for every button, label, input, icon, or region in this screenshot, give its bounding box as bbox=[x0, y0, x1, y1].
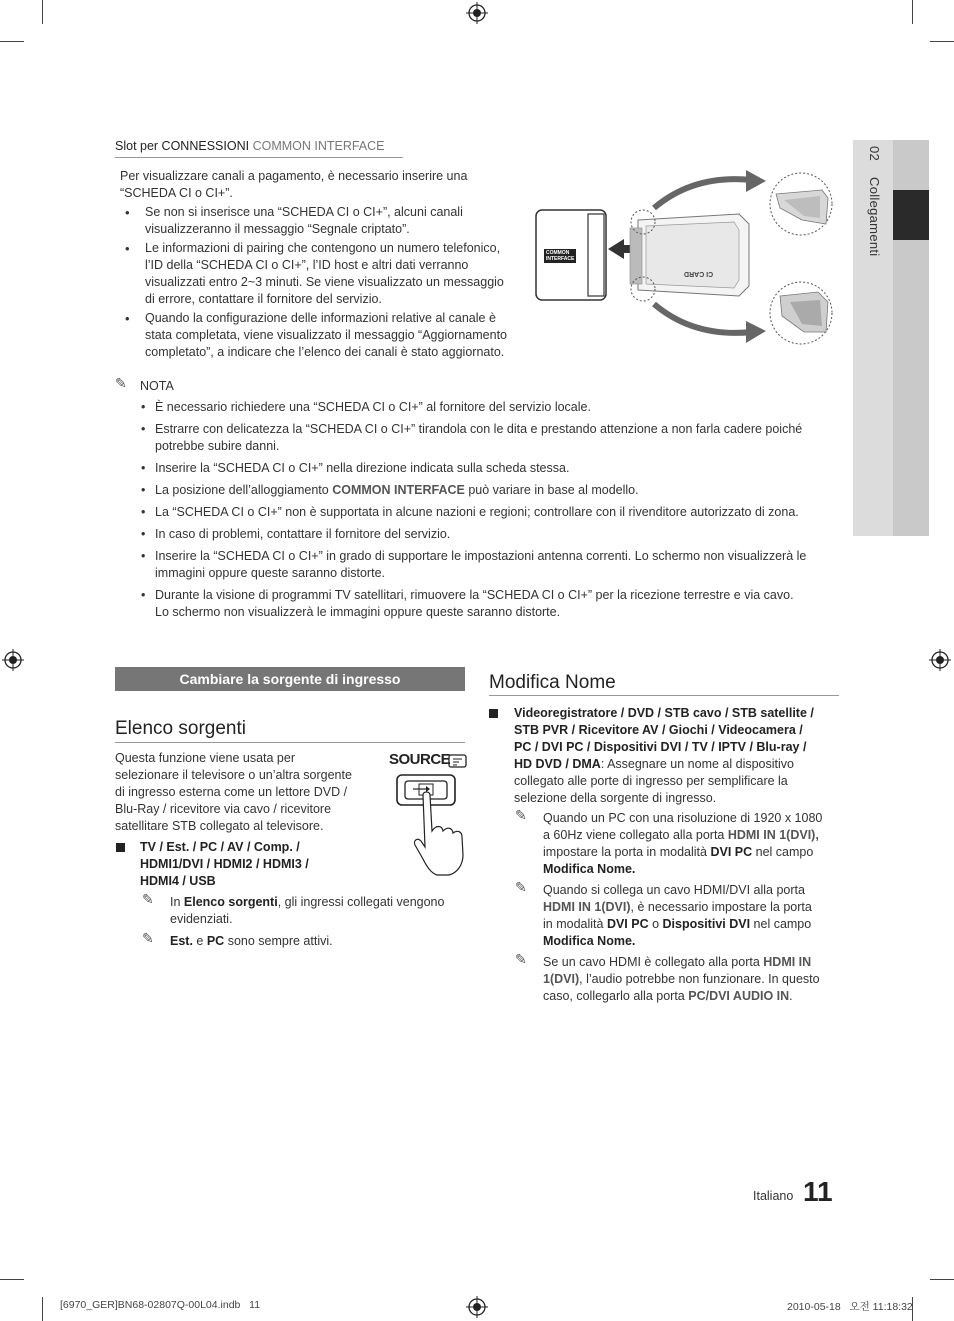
footer-language: Italiano bbox=[753, 1189, 794, 1203]
elenco-sources-list: TV / Est. / PC / AV / Comp. / HDMI1/DVI / HDMI2 / HDMI3 / HDMI4 / USB bbox=[140, 840, 309, 888]
crop-mark bbox=[0, 1279, 24, 1280]
ci-intro: Per visualizzare canali a pagamento, è necessario inserire una “SCHEDA CI o CI+”. bbox=[120, 169, 468, 200]
source-button-label: SOURCE bbox=[389, 751, 451, 768]
note-pencil-icon: ✎ bbox=[515, 807, 527, 823]
section-banner: Cambiare la sorgente di ingresso bbox=[115, 667, 465, 691]
elenco-sorgenti-heading: Elenco sorgenti bbox=[115, 718, 246, 739]
modifica-note-3: Se un cavo HDMI è collegato alla porta HDMI IN 1(DVI), l’audio potrebbe non funzionare. In questo caso, collegarlo alla porta PC/DVI AUDIO IN. bbox=[543, 955, 820, 1003]
ci-section-title: Slot per CONNESSIONI COMMON INTERFACE bbox=[115, 139, 385, 153]
list-item: • Durante la visione di programmi TV satellitari, rimuovere la “SCHEDA CI o CI+” per la ricezione terrestre e via cavo. Lo schermo non visualizzerà le immagini oppure queste saranno distorte. bbox=[115, 587, 845, 621]
modifica-note-2: Quando si collega un cavo HDMI/DVI alla porta HDMI IN 1(DVI), è necessario impostare la porta in modalità DVI PC o Dispositivi DVI nel campo Modifica Nome. bbox=[543, 883, 812, 948]
modifica-nome-heading: Modifica Nome bbox=[489, 672, 616, 693]
nota-label: NOTA bbox=[140, 379, 174, 393]
list-item: • Estrarre con delicatezza la “SCHEDA CI o CI+” tirandola con le dita e prestando attenzione a non farla cadere poiché potrebbe subire danni. bbox=[115, 421, 845, 455]
crop-mark bbox=[912, 0, 913, 24]
ci-title-underline bbox=[115, 157, 403, 158]
list-item: • La posizione dell’alloggiamento COMMON INTERFACE può variare in base al modello. bbox=[115, 482, 845, 499]
list-item: • Se non si inserisce una “SCHEDA CI o CI+”, alcuni canali visualizzeranno il messaggio “Segnale criptato”. bbox=[115, 204, 535, 238]
crop-mark bbox=[42, 1297, 43, 1321]
square-bullet-icon bbox=[489, 709, 498, 718]
registration-mark-icon bbox=[2, 649, 24, 671]
note-pencil-icon: ✎ bbox=[142, 891, 154, 907]
crop-mark bbox=[0, 41, 24, 42]
common-interface-slot-label: COMMON INTERFACE bbox=[546, 250, 575, 262]
modifica-item: Videoregistratore / DVD / STB cavo / STB satellite / STB PVR / Ricevitore AV / Giochi / Videocamera / PC / DVI PC / Dispositivi DVI / TV / IPTV / Blu-ray / HD DVD / DMA: Assegnare un nome al dispositivo collegato alle porte di ingresso per semplificare la selezione della sorgente di ingresso. bbox=[514, 706, 814, 805]
registration-mark-icon bbox=[466, 2, 488, 24]
footer-date-info: 2010-05-18 오전 11:18:32 bbox=[787, 1301, 913, 1313]
chapter-number: 02 bbox=[867, 146, 882, 162]
source-button-hand-icon bbox=[389, 751, 469, 876]
list-item: • Inserire la “SCHEDA CI o CI+” nella direzione indicata sulla scheda stessa. bbox=[115, 460, 845, 477]
ci-card-label: CI CARD bbox=[684, 270, 714, 277]
footer-file-info: [6970_GER]BN68-02807Q-00L04.indb 11 bbox=[60, 1299, 261, 1311]
crop-mark bbox=[930, 41, 954, 42]
modifica-note-1: Quando un PC con una risoluzione di 1920 x 1080 a 60Hz viene collegato alla porta HDMI IN 1(DVI), impostare la porta in modalità DVI PC nel campo Modifica Nome. bbox=[543, 811, 823, 876]
square-bullet-icon bbox=[116, 843, 125, 852]
elenco-note-1: In Elenco sorgenti, gli ingressi collegati vengono evidenziati. bbox=[170, 895, 445, 926]
registration-mark-icon bbox=[929, 649, 951, 671]
crop-mark bbox=[930, 1279, 954, 1280]
registration-mark-icon bbox=[466, 1296, 488, 1318]
list-item: • Le informazioni di pairing che contengono un numero telefonico, l’ID della “SCHEDA CI o CI+”, l’ID host e altri dati verranno visualizzati entro 2~3 minuti. Se viene visualizzato un messaggio di errore, contattare il fornitore del servizio. bbox=[115, 240, 535, 308]
ci-bullet-list bbox=[115, 204, 535, 363]
page-number: 11 bbox=[803, 1176, 833, 1207]
list-item: • È necessario richiedere una “SCHEDA CI o CI+” al fornitore del servizio locale. bbox=[115, 399, 845, 416]
list-item: • In caso di problemi, contattare il fornitore del servizio. bbox=[115, 526, 845, 543]
chapter-tab-label bbox=[858, 146, 882, 306]
nota-list bbox=[115, 399, 845, 626]
note-pencil-icon: ✎ bbox=[515, 951, 527, 967]
heading-underline bbox=[115, 742, 465, 743]
list-item: • Quando la configurazione delle informazioni relative al canale è stata completata, viene visualizzato il messaggio “Aggiornamento completato”, a indicare che l’elenco dei canali è stato aggiornato. bbox=[115, 310, 535, 361]
list-item: • Inserire la “SCHEDA CI o CI+” in grado di supportare le impostazioni antenna correnti. Lo schermo non visualizzerà le immagini oppure queste saranno distorte. bbox=[115, 548, 845, 582]
crop-mark bbox=[42, 0, 43, 24]
heading-underline bbox=[489, 695, 839, 696]
elenco-note-2: Est. e PC sono sempre attivi. bbox=[170, 934, 333, 948]
note-pencil-icon: ✎ bbox=[115, 375, 127, 391]
ci-card-illustration bbox=[534, 168, 836, 354]
chapter-title: Collegamenti bbox=[867, 176, 882, 257]
list-item: • La “SCHEDA CI o CI+” non è supportata in alcune nazioni e regioni; controllare con il rivenditore autorizzato di zona. bbox=[115, 504, 845, 521]
note-pencil-icon: ✎ bbox=[515, 879, 527, 895]
elenco-description: Questa funzione viene usata per selezionare il televisore o un’altra sorgente di ingresso esterna come un lettore DVD / Blu-Ray / ricevitore via cavo / ricevitore satellitare STB collegato al televisore. bbox=[115, 751, 352, 833]
note-pencil-icon: ✎ bbox=[142, 930, 154, 946]
